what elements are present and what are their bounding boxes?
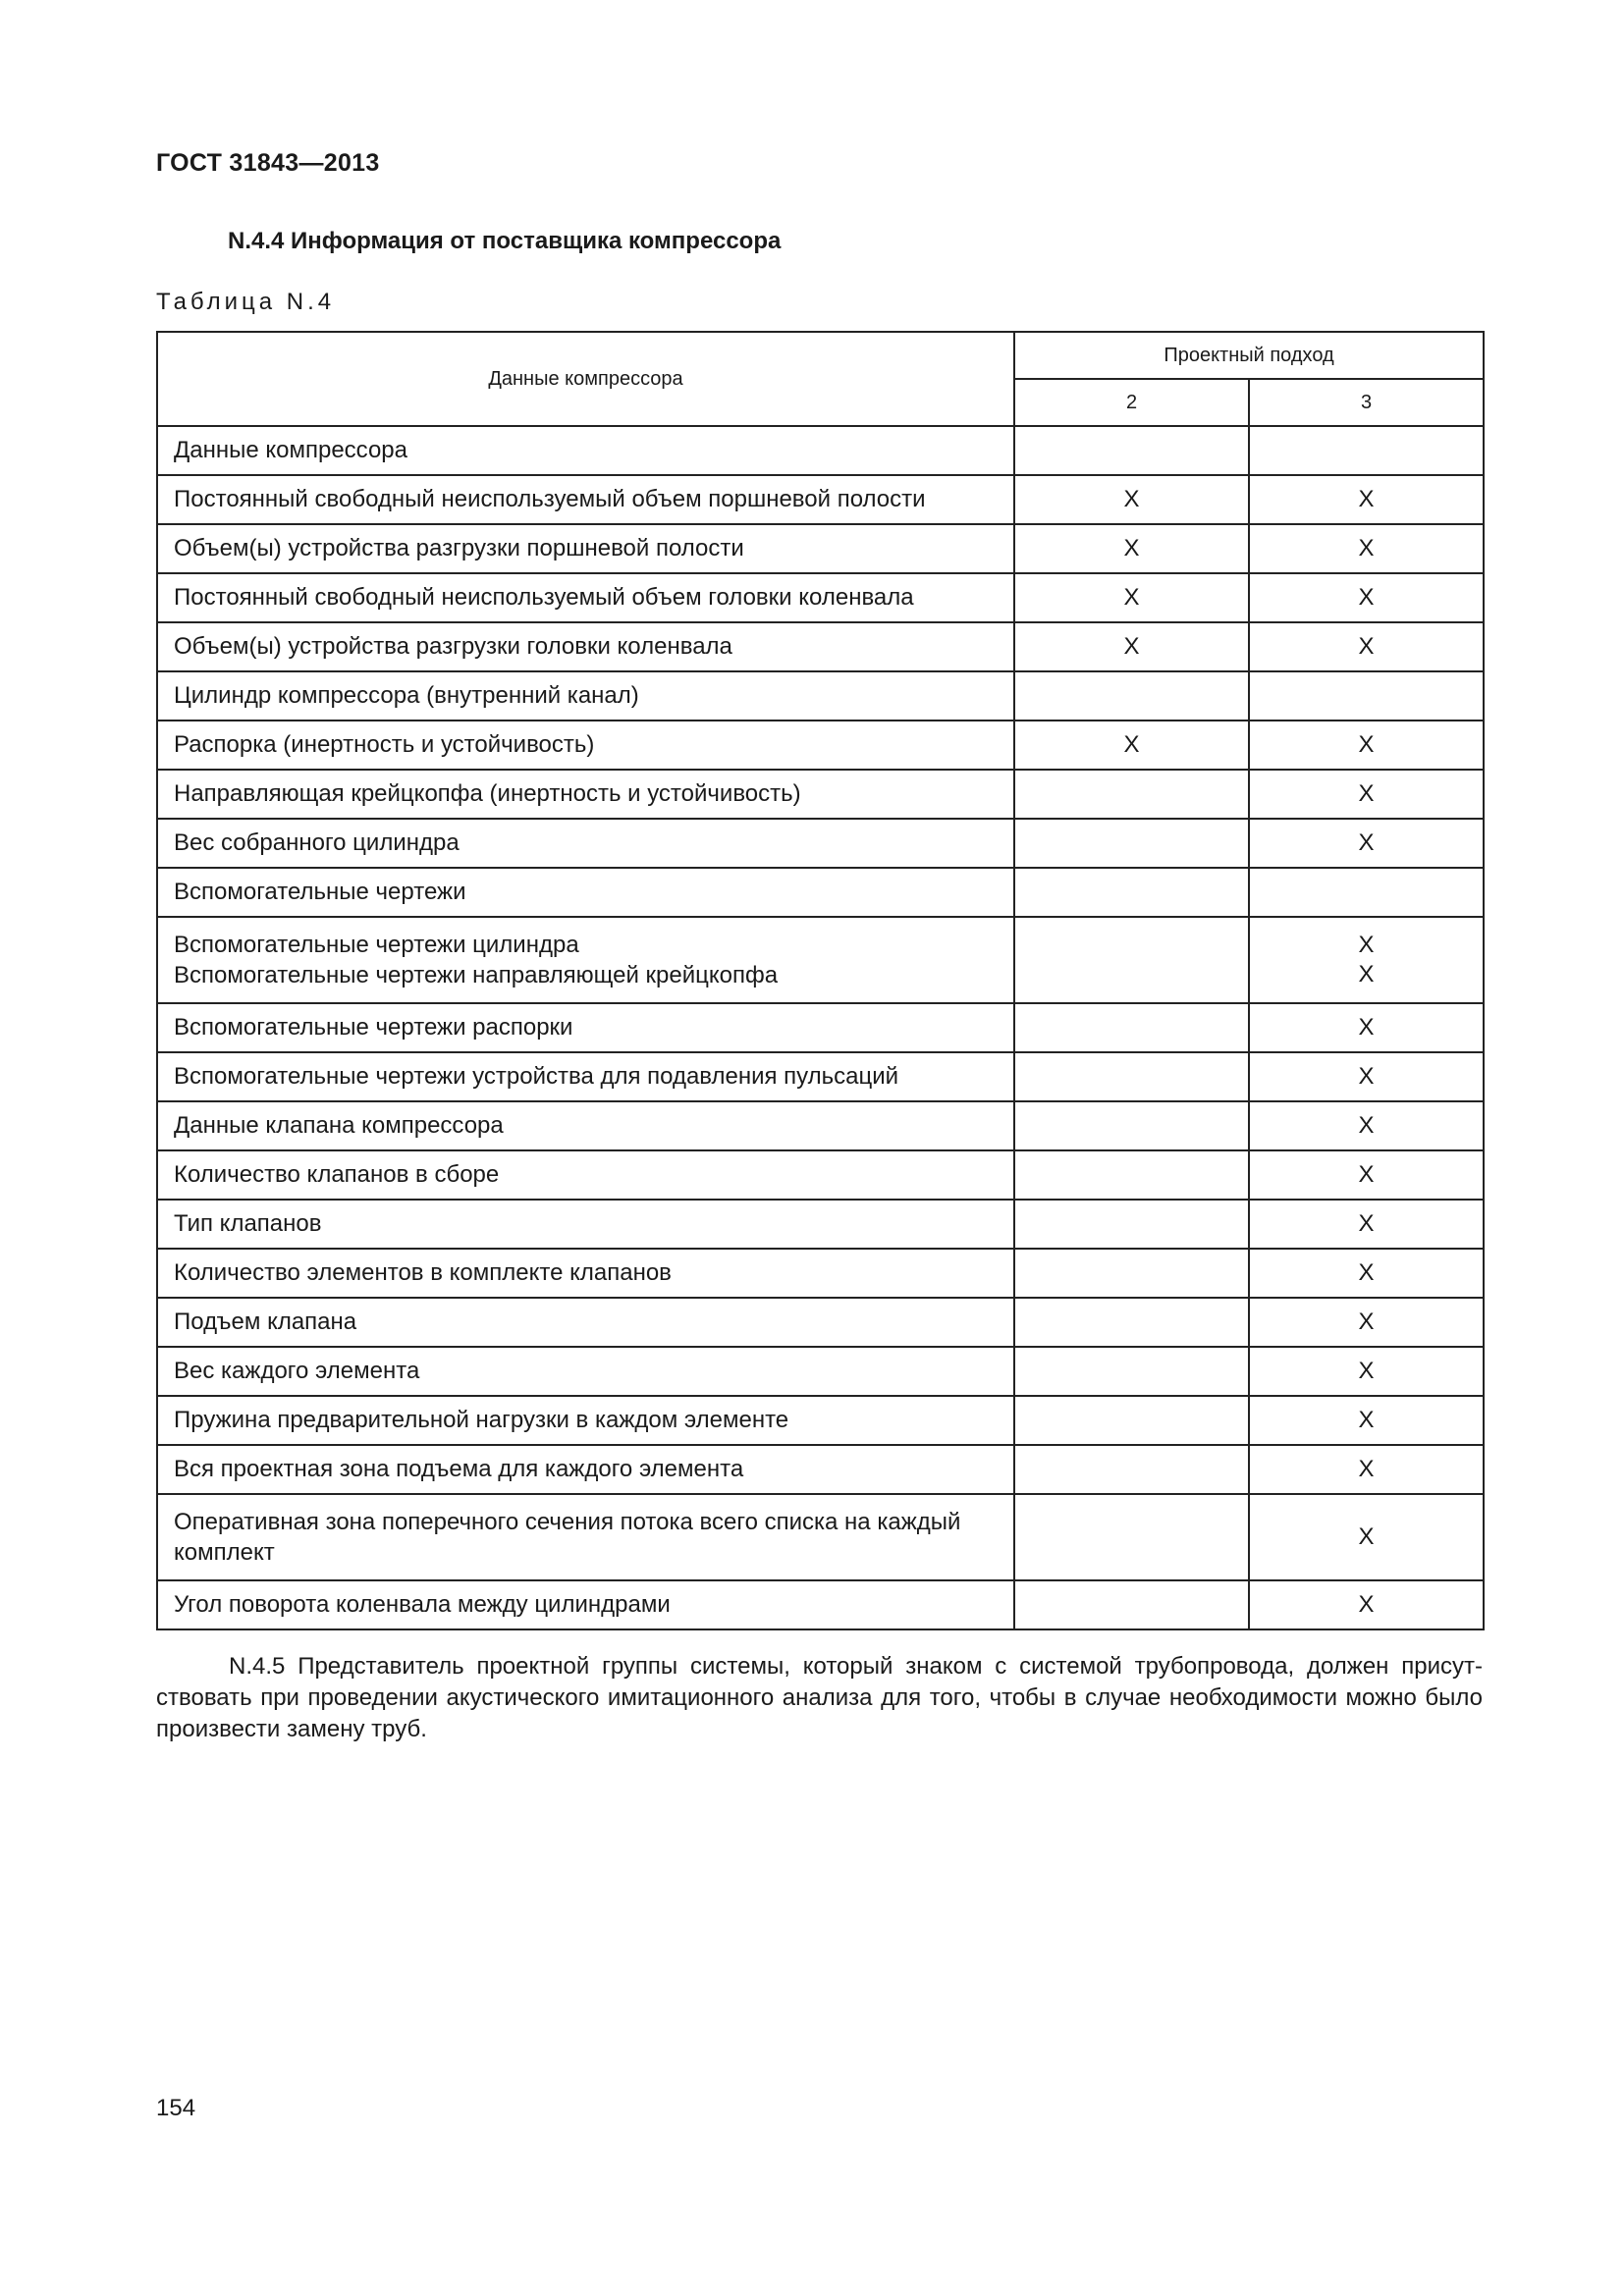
approach-2-cell <box>1014 573 1249 622</box>
row-name-cell <box>157 622 1014 671</box>
approach-2-cell <box>1014 868 1249 917</box>
table-row <box>157 1150 1484 1200</box>
approach-3-cell <box>1249 1003 1484 1052</box>
table-row <box>157 524 1484 573</box>
table-row <box>157 819 1484 868</box>
row-name-text: Направляющая крейцкопфа (инертность и устойчивость) <box>174 780 801 807</box>
approach-2-cell <box>1014 1052 1249 1101</box>
row-name-cell <box>157 475 1014 524</box>
approach-2-cell <box>1014 475 1249 524</box>
approach-3-cell <box>1249 1580 1484 1629</box>
table-row <box>157 671 1484 721</box>
row-name-text: Вес каждого элемента <box>174 1358 420 1384</box>
mark-text: X <box>1358 1308 1375 1335</box>
approach-2-cell <box>1014 1200 1249 1249</box>
approach-3-cell <box>1249 1150 1484 1200</box>
row-name-text: Цилиндр компрессора (внутренний канал) <box>174 682 639 709</box>
approach-3-cell <box>1249 721 1484 770</box>
mark-text: X <box>1358 1259 1375 1286</box>
approach-2-cell <box>1014 1580 1249 1629</box>
row-name-text: Количество элементов в комплекте клапанов <box>174 1259 672 1286</box>
row-name-cell <box>157 1347 1014 1396</box>
approach-3-cell <box>1249 1052 1484 1101</box>
row-name-cell <box>157 1580 1014 1629</box>
approach-2-cell <box>1014 770 1249 819</box>
approach-3-cell <box>1249 1396 1484 1445</box>
row-name-text: Постоянный свободный неиспользуемый объем головки коленвала <box>174 584 914 611</box>
mark-text: X <box>1123 731 1140 758</box>
row-name-text: Объем(ы) устройства разгрузки поршневой полости <box>174 535 744 561</box>
row-name-text: Пружина предварительной нагрузки в каждом элементе <box>174 1407 789 1433</box>
row-name-text: Вспомогательные чертежи <box>174 879 466 905</box>
approach-2-cell <box>1014 819 1249 868</box>
table-row <box>157 1200 1484 1249</box>
table-row <box>157 1396 1484 1445</box>
approach-2-cell <box>1014 524 1249 573</box>
approach-2-cell <box>1014 426 1249 475</box>
table-row <box>157 1052 1484 1101</box>
row-name-cell <box>157 917 1014 1003</box>
mark-text: X <box>1358 1161 1375 1188</box>
approach-2-cell <box>1014 671 1249 721</box>
approach-2-cell <box>1014 721 1249 770</box>
row-name-cell <box>157 1445 1014 1494</box>
table-row <box>157 1249 1484 1298</box>
table-caption: Таблица N.4 <box>156 289 336 315</box>
approach-3-cell <box>1249 1101 1484 1150</box>
mark-text: X <box>1358 731 1375 758</box>
mark-text: X <box>1358 829 1375 856</box>
row-name-text: Угол поворота коленвала между цилиндрами <box>174 1591 671 1618</box>
mark-text: X <box>1358 584 1375 611</box>
approach-3-cell <box>1249 1200 1484 1249</box>
approach-3-cell <box>1249 1249 1484 1298</box>
row-name-cell <box>157 770 1014 819</box>
mark-text: X <box>1358 780 1375 807</box>
row-name-text: Данные клапана компрессора <box>174 1112 504 1139</box>
mark-text: X <box>1358 1210 1375 1237</box>
row-name-cell <box>157 573 1014 622</box>
table-row <box>157 475 1484 524</box>
row-name-cell <box>157 426 1014 475</box>
approach-2-cell <box>1014 622 1249 671</box>
mark-text: X <box>1358 1407 1375 1433</box>
mark-text: X <box>1358 1523 1375 1550</box>
approach-2-cell <box>1014 1445 1249 1494</box>
row-name-cell <box>157 1249 1014 1298</box>
mark-text: X <box>1358 1014 1375 1041</box>
mark-text: X <box>1358 535 1375 561</box>
approach-3-cell <box>1249 622 1484 671</box>
row-name-cell <box>157 1052 1014 1101</box>
mark-text: X <box>1123 486 1140 512</box>
row-name-text: Вес собранного цилиндра <box>174 829 460 856</box>
approach-3-cell <box>1249 524 1484 573</box>
row-name-cell <box>157 819 1014 868</box>
table-row <box>157 770 1484 819</box>
row-name-text: Тип клапанов <box>174 1210 322 1237</box>
table-row <box>157 1494 1484 1580</box>
table-row <box>157 426 1484 475</box>
paragraph-n-4-5: N.4.5 Представитель проектной группы системы, который знаком с системой трубопровода, должен присут-ствовать при проведении акустического имитационного анализа для того, чтобы в случае необходимости можно было произвести замену труб. <box>156 1653 1483 1742</box>
row-name-text: Вспомогательные чертежи распорки <box>174 1014 573 1041</box>
table-row <box>157 1101 1484 1150</box>
mark-text: X <box>1123 535 1140 561</box>
page-number: 154 <box>156 2095 196 2121</box>
approach-2-cell <box>1014 1101 1249 1150</box>
mark-text: X <box>1358 1591 1375 1618</box>
row-name-cell <box>157 1101 1014 1150</box>
table-row <box>157 721 1484 770</box>
compressor-data-table <box>156 331 1485 1630</box>
approach-2-cell <box>1014 917 1249 1003</box>
row-name-cell <box>157 671 1014 721</box>
mark-text: X <box>1123 584 1140 611</box>
approach-3-cell <box>1249 671 1484 721</box>
table-row <box>157 573 1484 622</box>
table-body <box>157 426 1484 1629</box>
row-name-text: Количество клапанов в сборе <box>174 1161 500 1188</box>
column-header-design-approach: Проектный подход <box>1014 332 1484 379</box>
table-row <box>157 1445 1484 1494</box>
row-name-cell <box>157 1150 1014 1200</box>
table-row <box>157 868 1484 917</box>
approach-3-cell <box>1249 426 1484 475</box>
approach-3-cell <box>1249 1445 1484 1494</box>
approach-3-cell <box>1249 917 1484 1003</box>
mark-text: X <box>1358 1063 1375 1090</box>
row-name-text: Постоянный свободный неиспользуемый объем поршневой полости <box>174 486 926 512</box>
document-code: ГОСТ 31843—2013 <box>156 149 380 177</box>
mark-text: X <box>1123 633 1140 660</box>
table-row <box>157 917 1484 1003</box>
approach-2-cell <box>1014 1003 1249 1052</box>
table-row <box>157 1580 1484 1629</box>
approach-2-cell <box>1014 1347 1249 1396</box>
row-name-text: Вся проектная зона подъема для каждого элемента <box>174 1456 744 1482</box>
row-name-text: Данные компрессора <box>174 437 407 463</box>
mark-text: X <box>1358 1456 1375 1482</box>
section-title: N.4.4 Информация от поставщика компрессора <box>228 228 782 254</box>
mark-text: X <box>1358 961 1375 988</box>
row-name-text: Вспомогательные чертежи устройства для подавления пульсаций <box>174 1063 899 1090</box>
approach-3-cell <box>1249 573 1484 622</box>
mark-text: X <box>1358 932 1375 958</box>
mark-text: X <box>1358 1112 1375 1139</box>
row-name-cell <box>157 1003 1014 1052</box>
table-row <box>157 1347 1484 1396</box>
approach-3-cell <box>1249 868 1484 917</box>
mark-text: X <box>1358 633 1375 660</box>
row-name-cell <box>157 868 1014 917</box>
row-name-cell <box>157 1200 1014 1249</box>
row-name-text: Распорка (инертность и устойчивость) <box>174 731 595 758</box>
table-row <box>157 622 1484 671</box>
row-name-text: Объем(ы) устройства разгрузки головки коленвала <box>174 633 732 660</box>
row-name-cell <box>157 524 1014 573</box>
row-name-text: Вспомогательные чертежи цилиндра <box>174 932 579 958</box>
approach-3-cell <box>1249 770 1484 819</box>
approach-2-cell <box>1014 1396 1249 1445</box>
approach-3-cell <box>1249 1494 1484 1580</box>
column-header-approach-2: 2 <box>1014 379 1249 426</box>
mark-text: X <box>1358 1358 1375 1384</box>
row-name-text: Вспомогательные чертежи направляющей крейцкопфа <box>174 962 779 988</box>
row-name-cell <box>157 1494 1014 1580</box>
table-row <box>157 1003 1484 1052</box>
row-name-cell <box>157 721 1014 770</box>
approach-3-cell <box>1249 819 1484 868</box>
mark-text: X <box>1358 486 1375 512</box>
table-header-row <box>157 332 1484 379</box>
column-header-approach-3: 3 <box>1249 379 1484 426</box>
column-header-compressor-data: Данные компрессора <box>157 332 1014 426</box>
approach-2-cell <box>1014 1150 1249 1200</box>
table-row <box>157 1298 1484 1347</box>
row-name-cell <box>157 1396 1014 1445</box>
approach-3-cell <box>1249 475 1484 524</box>
approach-2-cell <box>1014 1298 1249 1347</box>
approach-3-cell <box>1249 1298 1484 1347</box>
row-name-text: Подъем клапана <box>174 1308 357 1335</box>
row-name-cell <box>157 1298 1014 1347</box>
approach-2-cell <box>1014 1494 1249 1580</box>
approach-3-cell <box>1249 1347 1484 1396</box>
row-name-text: Оперативная зона поперечного сечения потока всего списка на каждый комплект <box>174 1509 961 1566</box>
approach-2-cell <box>1014 1249 1249 1298</box>
